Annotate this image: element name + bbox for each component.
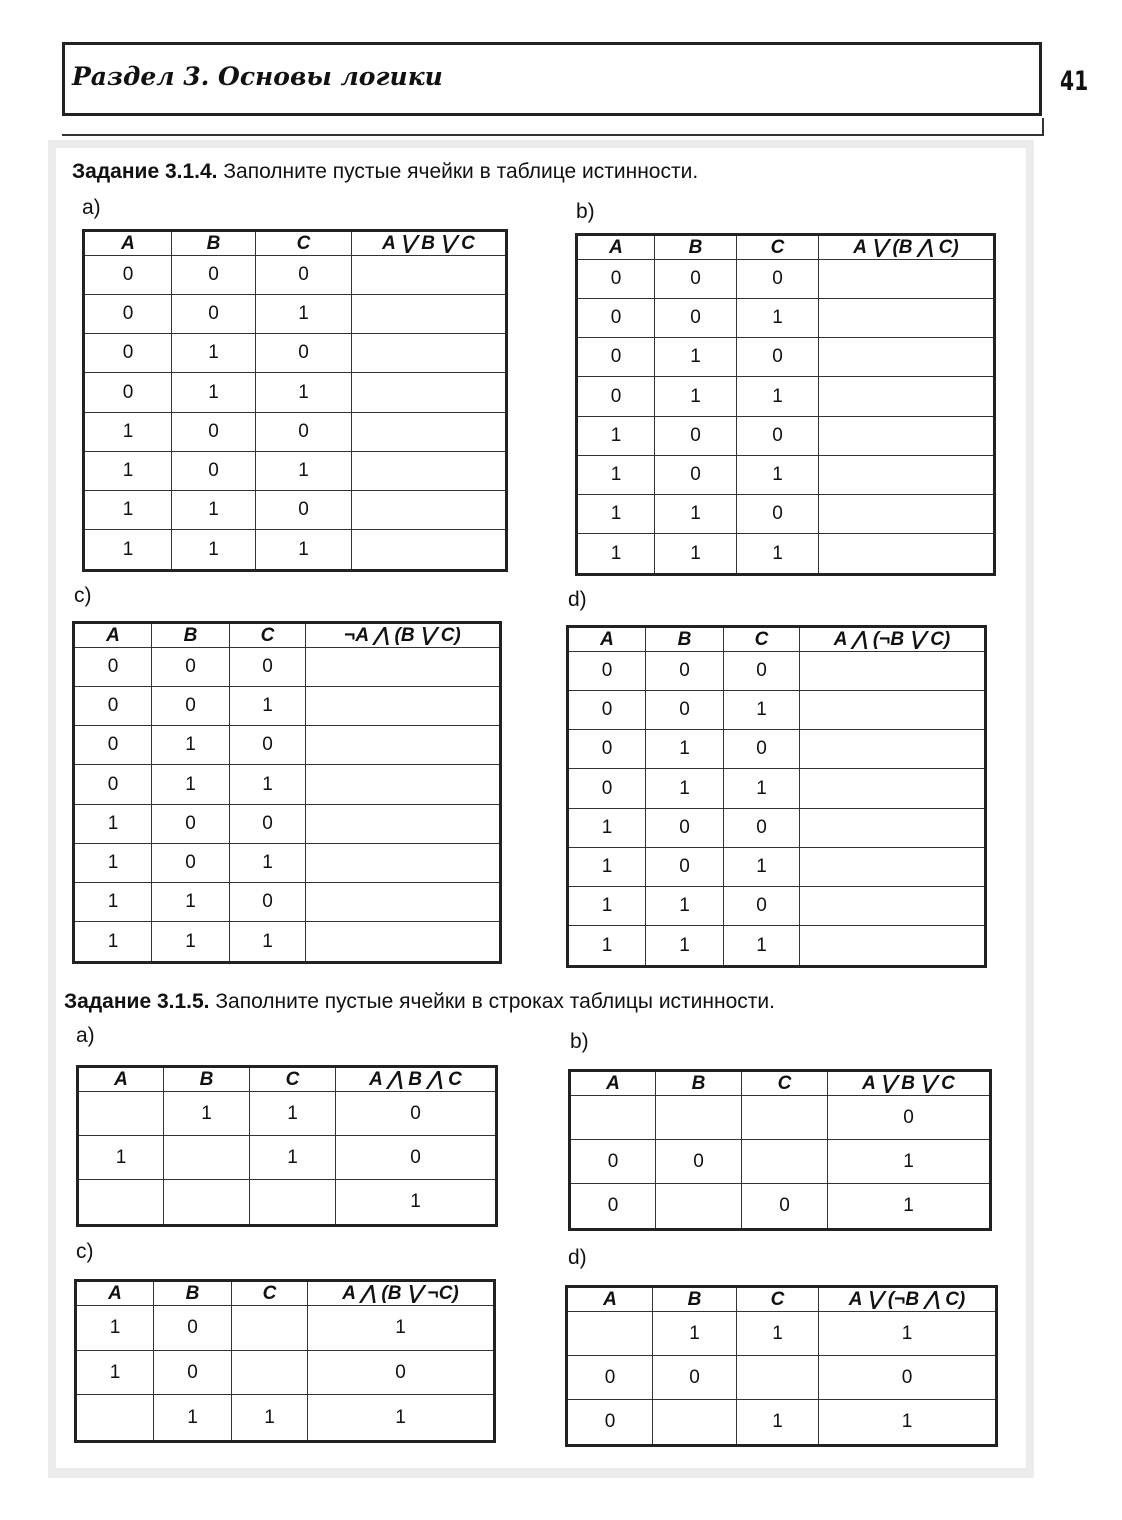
empty-cell[interactable] [306,922,501,963]
value-cell: 1 [828,1140,991,1184]
value-cell: 1 [646,730,724,769]
value-cell: 0 [567,1400,653,1446]
value-cell: 1 [152,922,230,963]
value-cell: 0 [737,416,819,455]
value-cell: 1 [76,1306,154,1351]
header-row [568,627,986,652]
value-cell: 1 [152,882,230,921]
value-cell: 0 [567,1356,653,1400]
task-label: Задание 3.1.5. [64,990,210,1013]
empty-cell[interactable] [656,1096,742,1140]
column-header-b: B [646,627,724,652]
table-row [577,299,995,338]
table-row [568,847,986,886]
value-cell: 0 [256,256,352,295]
value-cell: 1 [172,490,256,529]
header-row [567,1287,997,1312]
table-row [568,926,986,967]
column-header-c: C [250,1067,336,1092]
value-cell: 0 [655,416,737,455]
header-row [570,1071,991,1096]
empty-cell[interactable] [737,1356,819,1400]
value-cell: 0 [724,808,800,847]
empty-cell[interactable] [352,256,507,295]
value-cell: 0 [256,490,352,529]
value-cell: 0 [256,334,352,373]
value-cell: 1 [308,1306,495,1351]
empty-cell[interactable] [800,769,986,808]
value-cell: 0 [742,1184,828,1230]
empty-cell[interactable] [352,295,507,334]
value-cell: 1 [577,455,655,494]
value-cell: 1 [577,494,655,533]
table-row [84,334,507,373]
value-cell: 0 [737,260,819,299]
empty-cell[interactable] [78,1092,164,1136]
table-row [74,648,501,687]
value-cell: 0 [336,1136,497,1180]
value-cell: 1 [84,530,172,571]
value-cell: 0 [152,843,230,882]
empty-cell[interactable] [742,1096,828,1140]
value-cell: 0 [74,648,152,687]
value-cell: 0 [724,730,800,769]
value-cell: 0 [577,377,655,416]
table-row [570,1096,991,1140]
value-cell: 1 [336,1180,497,1226]
empty-cell[interactable] [819,534,995,575]
empty-cell[interactable] [819,338,995,377]
value-cell: 1 [230,687,306,726]
table-row [568,808,986,847]
subtable-letter: d) [568,1246,587,1269]
value-cell: 0 [152,648,230,687]
value-cell: 0 [570,1184,656,1230]
value-cell: 0 [172,412,256,451]
table-row [74,843,501,882]
empty-cell[interactable] [306,804,501,843]
empty-cell[interactable] [306,765,501,804]
column-header-a: A [74,623,152,648]
value-cell: 1 [737,534,819,575]
table-row [78,1092,497,1136]
value-cell: 0 [646,691,724,730]
value-cell: 0 [172,295,256,334]
table-row [84,451,507,490]
empty-cell[interactable] [352,490,507,529]
column-header-c: C [724,627,800,652]
value-cell: 0 [724,886,800,925]
column-header-b: B [653,1287,737,1312]
empty-cell[interactable] [819,494,995,533]
table-row [84,490,507,529]
value-cell: 1 [724,926,800,967]
value-cell: 0 [577,299,655,338]
value-cell: 1 [172,373,256,412]
column-header-expression: ¬A ⋀ (B ⋁ C) [306,623,501,648]
value-cell: 1 [737,1400,819,1446]
table-row [568,769,986,808]
value-cell: 1 [256,530,352,571]
value-cell: 0 [653,1356,737,1400]
column-header-a: A [577,235,655,260]
value-cell: 0 [84,256,172,295]
value-cell: 1 [74,804,152,843]
task-text: Заполните пустые ячейки в строках таблицы истинности. [215,990,775,1013]
value-cell: 0 [84,295,172,334]
empty-cell[interactable] [653,1400,737,1446]
value-cell: 0 [230,726,306,765]
value-cell: 1 [250,1136,336,1180]
truth-table-3-1-5 [568,1069,992,1231]
table-row [84,412,507,451]
table-row [577,377,995,416]
value-cell: 1 [76,1350,154,1395]
empty-cell[interactable] [352,451,507,490]
value-cell: 1 [577,534,655,575]
value-cell: 1 [256,295,352,334]
value-cell: 0 [577,338,655,377]
table-row [570,1140,991,1184]
section-title: Раздел 3. Основы логики [72,62,443,91]
value-cell: 1 [828,1184,991,1230]
subtable-letter: b) [576,200,595,223]
value-cell: 0 [655,260,737,299]
empty-cell[interactable] [78,1180,164,1226]
value-cell: 1 [646,886,724,925]
value-cell: 1 [230,843,306,882]
truth-table-3-1-5 [76,1065,498,1227]
subtable-letter: a) [82,196,101,219]
value-cell: 1 [655,534,737,575]
table-row [74,804,501,843]
value-cell: 0 [230,804,306,843]
header-row [74,623,501,648]
value-cell: 1 [724,691,800,730]
subtable-letter: a) [76,1024,95,1047]
value-cell: 0 [656,1140,742,1184]
value-cell: 0 [646,652,724,691]
table-row [74,687,501,726]
value-cell: 1 [737,1312,819,1356]
truth-table-3-1-4 [82,229,508,572]
value-cell: 0 [646,808,724,847]
table-row [74,882,501,921]
truth-table-3-1-4 [566,625,987,968]
table-row [567,1400,997,1446]
value-cell: 1 [646,926,724,967]
column-header-expression: A ⋀ (¬B ⋁ C) [800,627,986,652]
value-cell: 0 [737,338,819,377]
value-cell: 0 [737,494,819,533]
value-cell: 1 [74,843,152,882]
empty-cell[interactable] [800,652,986,691]
page-number: 41 [1060,66,1089,97]
empty-cell[interactable] [250,1180,336,1226]
value-cell: 0 [568,730,646,769]
empty-cell[interactable] [306,843,501,882]
value-cell: 0 [230,648,306,687]
column-header-b: B [164,1067,250,1092]
truth-table-3-1-4 [72,621,502,964]
value-cell: 0 [819,1356,997,1400]
empty-cell[interactable] [800,808,986,847]
empty-cell[interactable] [800,847,986,886]
empty-cell[interactable] [164,1136,250,1180]
header-divider [62,118,1044,136]
value-cell: 1 [232,1395,308,1442]
empty-cell[interactable] [570,1096,656,1140]
column-header-a: A [567,1287,653,1312]
value-cell: 0 [828,1096,991,1140]
header-row [78,1067,497,1092]
value-cell: 1 [230,922,306,963]
empty-cell[interactable] [232,1306,308,1351]
table-row [76,1350,495,1395]
column-header-expression: A ⋁ (¬B ⋀ C) [819,1287,997,1312]
column-header-b: B [154,1281,232,1306]
empty-cell[interactable] [567,1312,653,1356]
column-header-a: A [570,1071,656,1096]
empty-cell[interactable] [819,260,995,299]
value-cell: 0 [577,260,655,299]
column-header-a: A [568,627,646,652]
value-cell: 0 [724,652,800,691]
empty-cell[interactable] [656,1184,742,1230]
empty-cell[interactable] [800,691,986,730]
empty-cell[interactable] [352,334,507,373]
table-row [74,922,501,963]
table-row [577,534,995,575]
truth-table-3-1-5 [74,1279,496,1443]
value-cell: 1 [724,769,800,808]
subtable-letter: c) [76,1240,94,1263]
column-header-expression: A ⋁ B ⋁ C [828,1071,991,1096]
table-row [84,295,507,334]
value-cell: 1 [568,886,646,925]
table-row [577,338,995,377]
column-header-expression: A ⋁ B ⋁ C [352,231,507,256]
empty-cell[interactable] [742,1140,828,1184]
value-cell: 0 [152,804,230,843]
table-row [84,256,507,295]
value-cell: 0 [570,1140,656,1184]
value-cell: 0 [256,412,352,451]
value-cell: 1 [655,377,737,416]
value-cell: 1 [646,769,724,808]
table-row [78,1180,497,1226]
table-row [84,373,507,412]
task-label: Задание 3.1.4. [72,160,218,183]
empty-cell[interactable] [352,373,507,412]
value-cell: 0 [230,882,306,921]
task-3-1-4-heading [72,160,698,184]
table-row [568,691,986,730]
column-header-c: C [737,1287,819,1312]
value-cell: 1 [152,765,230,804]
column-header-c: C [742,1071,828,1096]
value-cell: 1 [78,1136,164,1180]
value-cell: 1 [737,299,819,338]
column-header-b: B [656,1071,742,1096]
value-cell: 1 [250,1092,336,1136]
table-row [570,1184,991,1230]
subtable-letter: d) [568,588,587,611]
header-row [84,231,507,256]
value-cell: 1 [84,412,172,451]
column-header-expression: A ⋀ B ⋀ C [336,1067,497,1092]
value-cell: 1 [154,1395,232,1442]
empty-cell[interactable] [800,926,986,967]
column-header-c: C [737,235,819,260]
value-cell: 1 [230,765,306,804]
empty-cell[interactable] [800,730,986,769]
column-header-a: A [84,231,172,256]
column-header-b: B [655,235,737,260]
table-row [76,1395,495,1442]
value-cell: 1 [172,530,256,571]
subtable-letter: b) [570,1030,589,1053]
empty-cell[interactable] [819,455,995,494]
value-cell: 0 [84,334,172,373]
value-cell: 1 [737,377,819,416]
empty-cell[interactable] [232,1350,308,1395]
value-cell: 1 [152,726,230,765]
value-cell: 1 [653,1312,737,1356]
empty-cell[interactable] [819,416,995,455]
value-cell: 0 [74,765,152,804]
empty-cell[interactable] [800,886,986,925]
value-cell: 0 [172,451,256,490]
table-row [577,416,995,455]
column-header-c: C [256,231,352,256]
value-cell: 0 [568,652,646,691]
empty-cell[interactable] [306,726,501,765]
value-cell: 0 [74,726,152,765]
task-3-1-5-heading [64,990,775,1014]
value-cell: 1 [84,490,172,529]
header-row [577,235,995,260]
subtable-letter: c) [74,584,92,607]
empty-cell[interactable] [819,299,995,338]
column-header-a: A [76,1281,154,1306]
table-row [577,494,995,533]
column-header-expression: A ⋀ (B ⋁ ¬C) [308,1281,495,1306]
column-header-c: C [232,1281,308,1306]
column-header-a: A [78,1067,164,1092]
truth-table-3-1-5 [565,1285,998,1447]
value-cell: 1 [568,926,646,967]
value-cell: 1 [74,922,152,963]
value-cell: 1 [256,451,352,490]
table-row [76,1306,495,1351]
value-cell: 1 [308,1395,495,1442]
value-cell: 0 [74,687,152,726]
table-row [74,765,501,804]
column-header-c: C [230,623,306,648]
empty-cell[interactable] [819,377,995,416]
value-cell: 1 [577,416,655,455]
table-row [568,886,986,925]
empty-cell[interactable] [76,1395,154,1442]
empty-cell[interactable] [164,1180,250,1226]
value-cell: 0 [568,691,646,730]
value-cell: 0 [84,373,172,412]
table-row [74,726,501,765]
value-cell: 0 [172,256,256,295]
column-header-b: B [152,623,230,648]
table-row [568,652,986,691]
table-row [577,455,995,494]
empty-cell[interactable] [306,648,501,687]
value-cell: 1 [737,455,819,494]
value-cell: 0 [308,1350,495,1395]
value-cell: 1 [819,1400,997,1446]
column-header-b: B [172,231,256,256]
value-cell: 0 [568,769,646,808]
empty-cell[interactable] [306,687,501,726]
value-cell: 1 [568,808,646,847]
table-row [577,260,995,299]
value-cell: 1 [655,338,737,377]
empty-cell[interactable] [352,412,507,451]
table-row [78,1136,497,1180]
value-cell: 0 [646,847,724,886]
value-cell: 1 [256,373,352,412]
empty-cell[interactable] [352,530,507,571]
value-cell: 1 [84,451,172,490]
value-cell: 1 [74,882,152,921]
header-row [76,1281,495,1306]
truth-table-3-1-4 [575,233,996,576]
value-cell: 1 [568,847,646,886]
table-row [567,1356,997,1400]
value-cell: 0 [154,1350,232,1395]
value-cell: 0 [655,299,737,338]
task-text: Заполните пустые ячейки в таблице истинности. [223,160,699,183]
value-cell: 0 [655,455,737,494]
value-cell: 1 [724,847,800,886]
table-row [567,1312,997,1356]
value-cell: 1 [655,494,737,533]
value-cell: 0 [336,1092,497,1136]
table-row [84,530,507,571]
value-cell: 0 [152,687,230,726]
table-row [568,730,986,769]
value-cell: 1 [164,1092,250,1136]
empty-cell[interactable] [306,882,501,921]
column-header-expression: A ⋁ (B ⋀ C) [819,235,995,260]
value-cell: 1 [819,1312,997,1356]
value-cell: 1 [172,334,256,373]
value-cell: 0 [154,1306,232,1351]
